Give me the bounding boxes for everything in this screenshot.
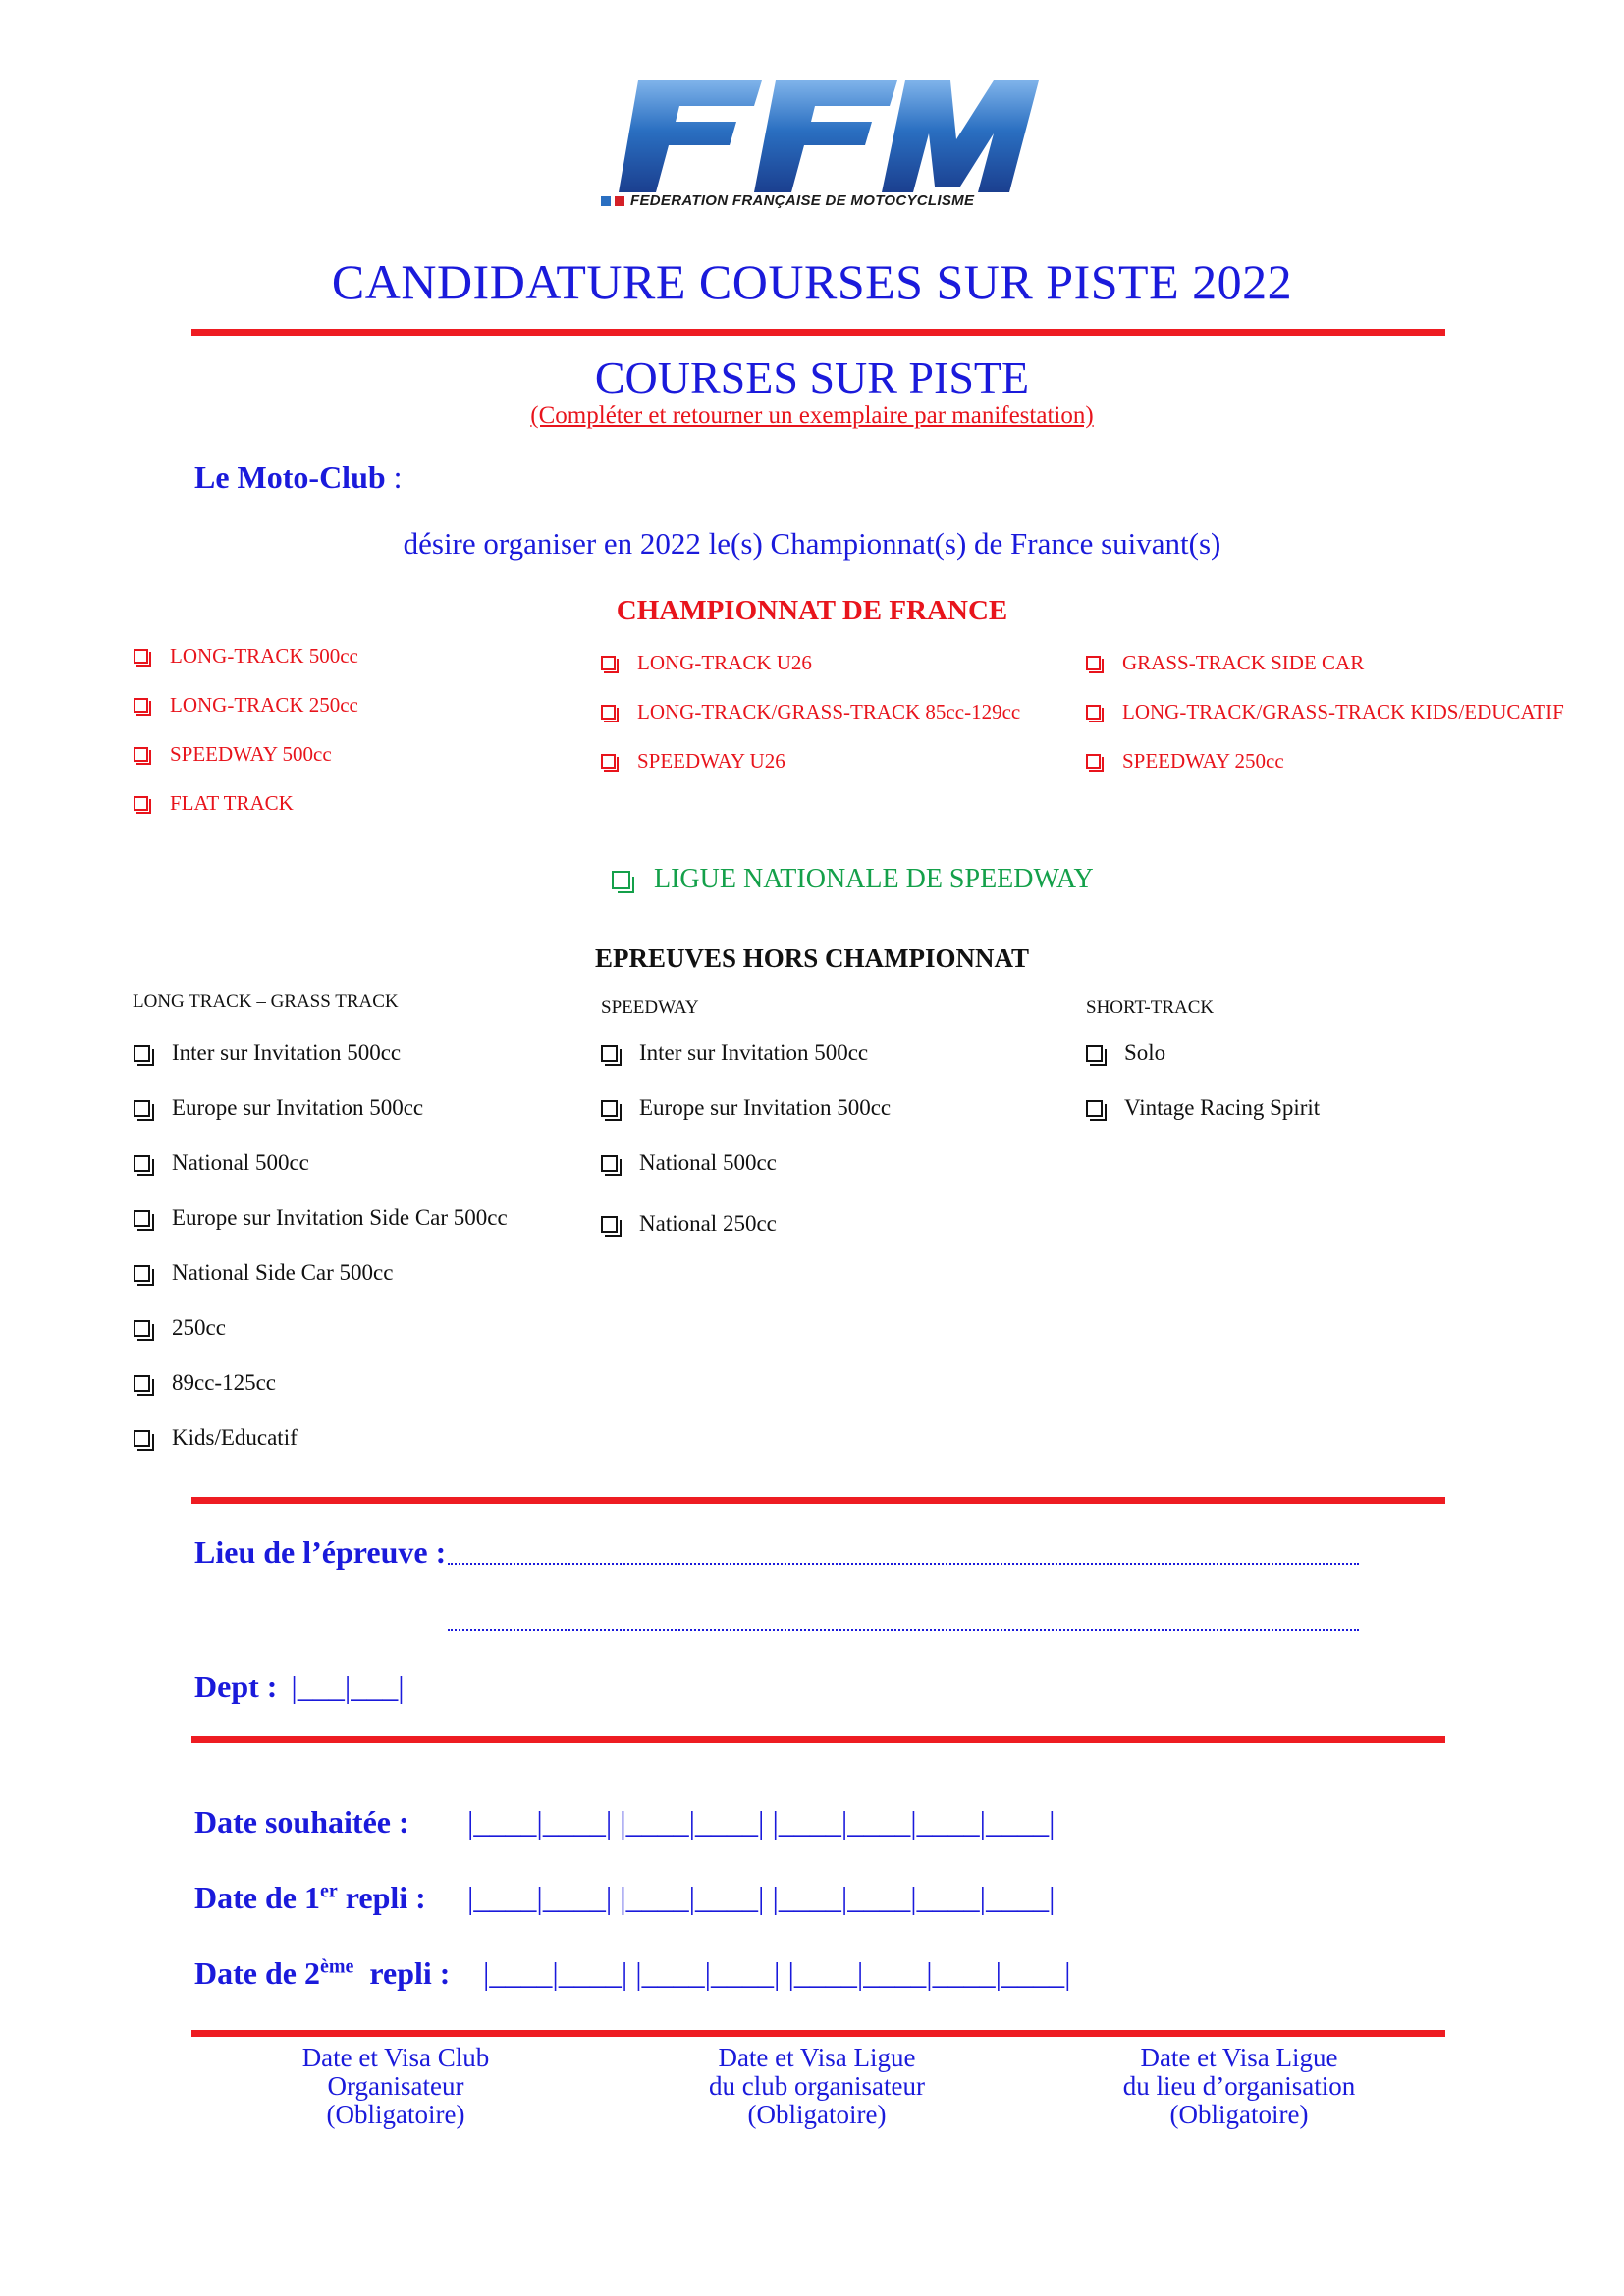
checkbox-label: 250cc bbox=[172, 1315, 226, 1340]
lieu-field-line-2[interactable] bbox=[448, 1629, 1359, 1631]
checkbox-icon bbox=[612, 871, 630, 889]
checkbox-lg-europe-500[interactable] bbox=[134, 1095, 423, 1121]
checkbox-lg-national-side-car[interactable] bbox=[134, 1260, 393, 1286]
checkbox-label: Kids/Educatif bbox=[172, 1425, 298, 1450]
checkbox-label: LONG-TRACK 250cc bbox=[170, 693, 358, 717]
checkbox-icon bbox=[134, 698, 148, 713]
date-repli1-field[interactable]: |____|____| |____|____| |____|____|____|____| bbox=[467, 1880, 1056, 1915]
checkbox-flat-track[interactable] bbox=[134, 791, 294, 816]
signature-line-2: du lieu d’organisation bbox=[1122, 2071, 1356, 2101]
checkbox-label: SPEEDWAY 500cc bbox=[170, 742, 332, 766]
checkbox-icon bbox=[601, 1155, 618, 1172]
checkbox-lg-250[interactable] bbox=[134, 1315, 226, 1341]
date-repli1-sup: er bbox=[319, 1880, 338, 1902]
checkbox-label: 89cc-125cc bbox=[172, 1370, 276, 1395]
page-title: CANDIDATURE COURSES SUR PISTE 2022 bbox=[331, 254, 1293, 309]
checkbox-label: Inter sur Invitation 500cc bbox=[172, 1041, 402, 1065]
checkbox-icon bbox=[134, 1430, 150, 1447]
checkbox-label: Europe sur Invitation 500cc bbox=[172, 1095, 424, 1120]
checkbox-label: National Side Car 500cc bbox=[172, 1260, 394, 1285]
checkbox-label: LONG-TRACK 500cc bbox=[170, 644, 358, 667]
checkbox-speedway-250[interactable] bbox=[1086, 749, 1284, 774]
signature-line-3: (Obligatoire) bbox=[1169, 2100, 1309, 2129]
checkbox-speedway-u26[interactable] bbox=[601, 749, 785, 774]
date-repli2-label bbox=[194, 1955, 450, 1992]
signature-line-1: Date et Visa Ligue bbox=[718, 2043, 916, 2072]
lieu-field-line-1[interactable] bbox=[448, 1563, 1359, 1565]
moto-club-colon: : bbox=[385, 459, 403, 495]
checkbox-sp-europe-500[interactable] bbox=[601, 1095, 891, 1121]
hors-championnat-heading: EPREUVES HORS CHAMPIONNAT bbox=[594, 943, 1030, 973]
checkbox-label: National 250cc bbox=[639, 1211, 777, 1236]
checkbox-label: Europe sur Invitation 500cc bbox=[639, 1095, 892, 1120]
checkbox-grass-track-side-car[interactable] bbox=[1086, 651, 1364, 675]
signature-ligue-club[interactable] bbox=[630, 2044, 1003, 2129]
checkbox-icon bbox=[601, 754, 616, 769]
checkbox-icon bbox=[1086, 754, 1101, 769]
date-repli1-text: Date de 1 bbox=[194, 1880, 320, 1915]
divider-red bbox=[191, 1736, 1445, 1743]
checkbox-label: National 500cc bbox=[172, 1150, 309, 1175]
logo-tagline: FEDERATION FRANÇAISE DE MOTOCYCLISME bbox=[630, 192, 975, 209]
checkbox-icon bbox=[134, 1155, 150, 1172]
checkbox-icon bbox=[601, 1045, 618, 1062]
checkbox-lg-kids[interactable] bbox=[134, 1425, 298, 1451]
checkbox-label: National 500cc bbox=[639, 1150, 777, 1175]
moto-club-text: Le Moto-Club bbox=[194, 459, 386, 495]
date-repli2-sup: ème bbox=[319, 1955, 354, 1978]
checkbox-label: Solo bbox=[1124, 1041, 1166, 1065]
championnat-heading: CHAMPIONNAT DE FRANCE bbox=[616, 595, 1008, 626]
checkbox-icon bbox=[134, 1045, 150, 1062]
col-head-long-grass: LONG TRACK – GRASS TRACK bbox=[133, 991, 399, 1012]
checkbox-icon bbox=[601, 1216, 618, 1233]
col-head-short-track: SHORT-TRACK bbox=[1086, 997, 1215, 1018]
checkbox-label: LONG-TRACK/GRASS-TRACK KIDS/EDUCATIF bbox=[1122, 700, 1564, 723]
checkbox-label: LIGUE NATIONALE DE SPEEDWAY bbox=[654, 864, 1094, 894]
date-repli2-text: Date de 2 bbox=[194, 1955, 320, 1991]
divider-red bbox=[191, 1497, 1445, 1504]
checkbox-long-track-u26[interactable] bbox=[601, 651, 812, 675]
checkbox-ligue-nationale-speedway[interactable] bbox=[612, 864, 1094, 895]
checkbox-lg-europe-side-car[interactable] bbox=[134, 1205, 508, 1231]
checkbox-long-grass-kids[interactable] bbox=[1086, 700, 1564, 724]
checkbox-long-track-250[interactable] bbox=[134, 693, 358, 718]
date-repli2-text-end: repli : bbox=[353, 1955, 451, 1991]
signature-line-2: Organisateur bbox=[327, 2071, 464, 2101]
date-repli2-field[interactable]: |____|____| |____|____| |____|____|____|____| bbox=[483, 1955, 1071, 1991]
checkbox-icon bbox=[1086, 656, 1101, 670]
checkbox-label: Inter sur Invitation 500cc bbox=[639, 1041, 869, 1065]
checkbox-lg-inter-500[interactable] bbox=[134, 1041, 401, 1066]
checkbox-icon bbox=[134, 747, 148, 762]
checkbox-icon bbox=[1086, 1045, 1103, 1062]
checkbox-label: LONG-TRACK/GRASS-TRACK 85cc-129cc bbox=[637, 700, 1021, 723]
checkbox-icon bbox=[134, 1210, 150, 1227]
checkbox-icon bbox=[1086, 1100, 1103, 1117]
date-repli1-label bbox=[194, 1880, 426, 1916]
checkbox-icon bbox=[1086, 705, 1101, 720]
checkbox-icon bbox=[134, 1265, 150, 1282]
lieu-label: Lieu de l’épreuve : bbox=[194, 1534, 447, 1570]
signature-line-2: du club organisateur bbox=[709, 2071, 925, 2101]
ffm-logo bbox=[597, 71, 1039, 216]
divider-red bbox=[191, 329, 1445, 336]
checkbox-long-track-500[interactable] bbox=[134, 644, 358, 668]
dept-label: Dept : bbox=[194, 1669, 278, 1704]
checkbox-label: Vintage Racing Spirit bbox=[1124, 1095, 1321, 1120]
checkbox-st-solo[interactable] bbox=[1086, 1041, 1165, 1066]
dept-field[interactable]: |___|___| bbox=[291, 1669, 405, 1704]
signature-line-1: Date et Visa Club bbox=[301, 2043, 490, 2072]
date-souhaitee-field[interactable]: |____|____| |____|____| |____|____|____|____| bbox=[467, 1804, 1056, 1840]
checkbox-icon bbox=[134, 796, 148, 811]
checkbox-icon bbox=[134, 1375, 150, 1392]
checkbox-label: Europe sur Invitation Side Car 500cc bbox=[172, 1205, 508, 1230]
checkbox-icon bbox=[601, 705, 616, 720]
checkbox-icon bbox=[601, 1100, 618, 1117]
col-head-speedway: SPEEDWAY bbox=[601, 997, 699, 1018]
signature-line-3: (Obligatoire) bbox=[326, 2100, 465, 2129]
checkbox-label: FLAT TRACK bbox=[170, 791, 294, 815]
checkbox-label: SPEEDWAY U26 bbox=[637, 749, 785, 773]
checkbox-speedway-500[interactable] bbox=[134, 742, 332, 767]
desire-text: désire organiser en 2022 le(s) Championnat(s) de France suivant(s) bbox=[403, 526, 1221, 561]
checkbox-label: GRASS-TRACK SIDE CAR bbox=[1122, 651, 1365, 674]
checkbox-label: LONG-TRACK U26 bbox=[637, 651, 812, 674]
signature-line-1: Date et Visa Ligue bbox=[1140, 2043, 1338, 2072]
checkbox-sp-inter-500[interactable] bbox=[601, 1041, 868, 1066]
checkbox-st-vintage[interactable] bbox=[1086, 1095, 1320, 1121]
checkbox-icon bbox=[134, 1100, 150, 1117]
instruction-note: (Compléter et retourner un exemplaire par manifestation) bbox=[530, 402, 1094, 429]
moto-club-label bbox=[194, 459, 403, 496]
checkbox-icon bbox=[134, 649, 148, 664]
checkbox-sp-national-500[interactable] bbox=[601, 1150, 777, 1176]
signature-club[interactable] bbox=[209, 2044, 582, 2129]
checkbox-long-grass-85-129[interactable] bbox=[601, 700, 1020, 724]
checkbox-icon bbox=[601, 656, 616, 670]
checkbox-lg-national-500[interactable] bbox=[134, 1150, 309, 1176]
checkbox-lg-89-125[interactable] bbox=[134, 1370, 276, 1396]
signature-ligue-lieu[interactable] bbox=[1053, 2044, 1426, 2129]
checkbox-icon bbox=[134, 1320, 150, 1337]
checkbox-label: SPEEDWAY 250cc bbox=[1122, 749, 1284, 773]
dept-row bbox=[194, 1669, 405, 1705]
checkbox-sp-national-250[interactable] bbox=[601, 1211, 777, 1237]
date-repli1-text-end: repli : bbox=[337, 1880, 426, 1915]
divider-red bbox=[191, 2030, 1445, 2037]
signature-line-3: (Obligatoire) bbox=[747, 2100, 887, 2129]
section-title: COURSES SUR PISTE bbox=[594, 352, 1030, 402]
date-souhaitee-label: Date souhaitée : bbox=[194, 1804, 409, 1840]
